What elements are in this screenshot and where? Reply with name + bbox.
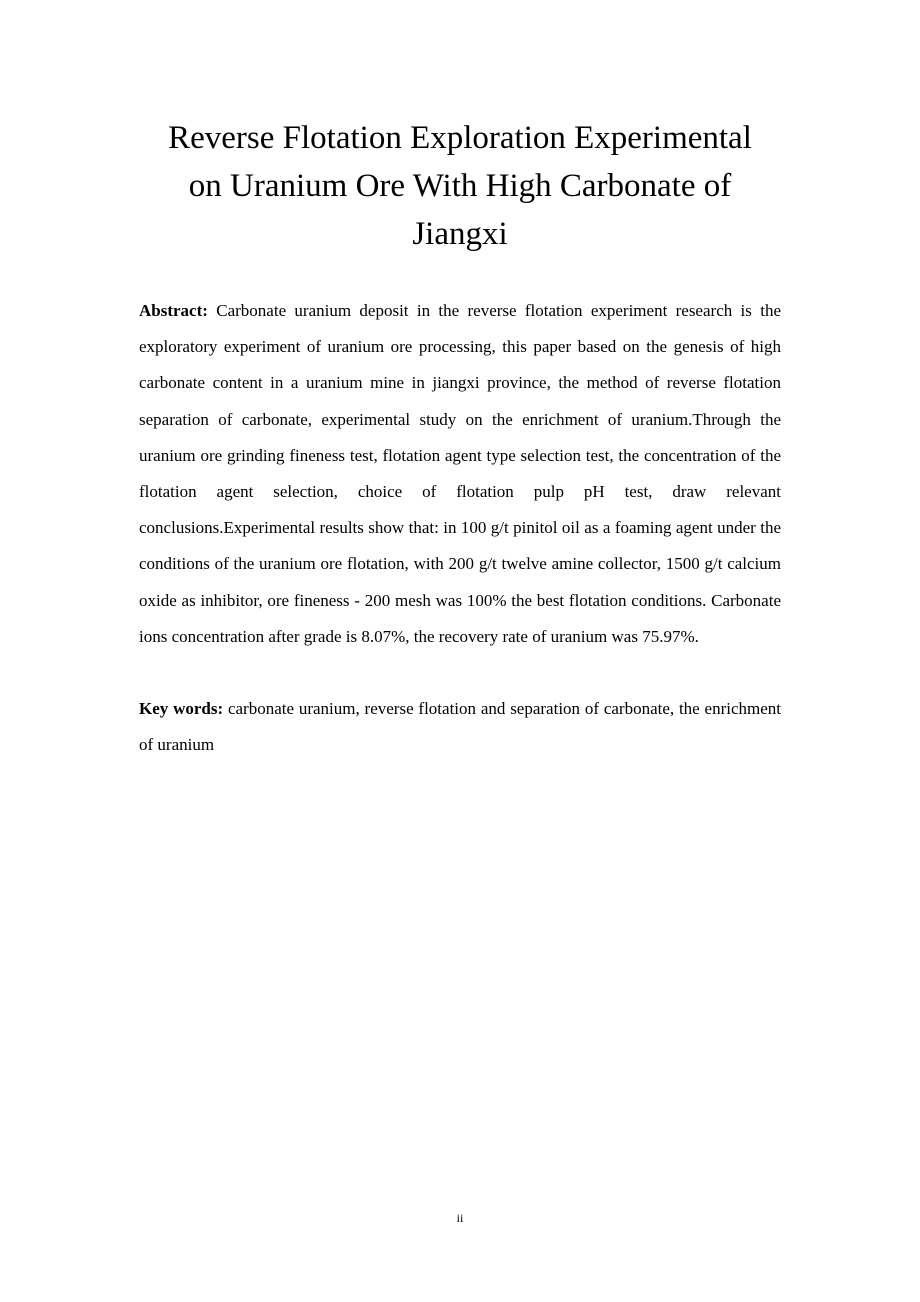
abstract-paragraph: [139, 293, 781, 655]
paper-title-line-3: Jiangxi: [412, 216, 508, 252]
paper-title-line-2: on Uranium Ore With High Carbonate of: [188, 168, 732, 204]
keywords-text: carbonate uranium, reverse flotation and separation of carbonate, the enrichment of uranium: [139, 699, 781, 755]
abstract-text: Carbonate uranium deposit in the reverse flotation experiment research is the exploratory experiment of uranium ore processing, this paper based on the genesis of high carbonate content in a uranium mine in jiangxi province, the method of reverse flotation separation of carbonate, experimental study on the enrichment of uranium.Through the uranium ore grinding fineness test, flotation agent type selection test, the concentration of the flotation agent selection, choice of flotation pulp pH test, draw relevant conclusions.Experimental results show that: in 100 g/t pinitol oil as a foaming agent under the conditions of the uranium ore flotation, with 200 g/t twelve amine collector, 1500 g/t calcium oxide as inhibitor, ore fineness - 200 mesh was 100% the best flotation conditions. Carbonate ions concentration after grade is 8.07%, the recovery rate of uranium was 75.97%.: [139, 301, 781, 646]
page-number: ii: [456, 1211, 464, 1225]
keywords-label: Key words:: [139, 699, 224, 718]
abstract-label: Abstract:: [139, 301, 208, 320]
keywords-paragraph: [139, 691, 781, 763]
paper-title: [130, 114, 790, 258]
paper-title-line-1: Reverse Flotation Exploration Experimental: [168, 120, 752, 156]
